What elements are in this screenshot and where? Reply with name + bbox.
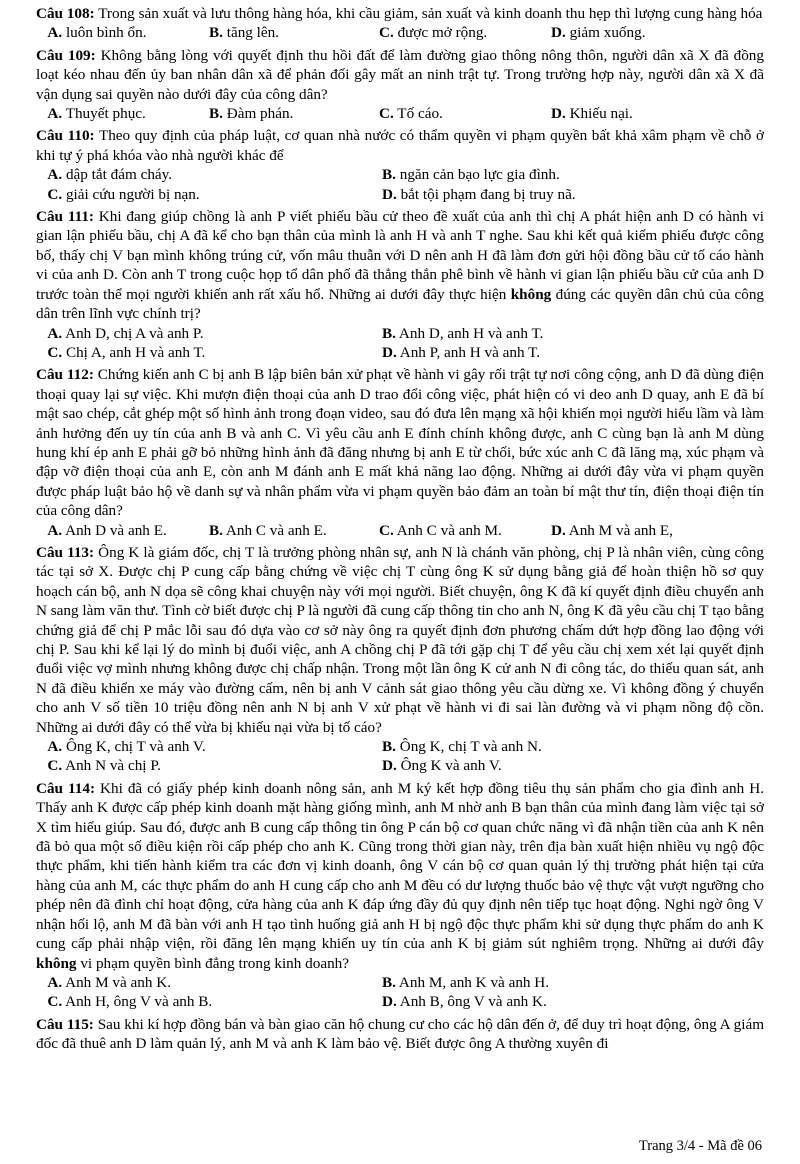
option-d	[382, 992, 762, 1011]
option-c	[379, 521, 551, 540]
option-text: Anh B, ông V và anh K.	[399, 993, 547, 1011]
option-letter: C.	[379, 105, 394, 123]
option-text: giảm xuống.	[569, 24, 646, 42]
option-text: Khiếu nại.	[569, 105, 633, 123]
option-a	[36, 104, 209, 123]
option-letter: B.	[382, 973, 396, 991]
option-c	[379, 104, 551, 123]
question-stem	[36, 46, 764, 104]
option-letter: A.	[47, 166, 63, 184]
question-111	[36, 207, 764, 362]
option-letter: D.	[382, 343, 397, 361]
question-text: Trong sản xuất và lưu thông hàng hóa, khi cầu giảm, sản xuất và kinh doanh thu hẹp thì lượng cung hàng hóa	[98, 5, 763, 22]
option-text: Đàm phán.	[226, 105, 294, 123]
option-text: Anh M và anh E,	[568, 521, 673, 539]
option-text: Ông K, chị T và anh N.	[399, 738, 542, 756]
question-label: Câu 111:	[36, 208, 94, 226]
option-c	[379, 23, 551, 42]
question-110	[36, 126, 764, 204]
question-emphasis: không	[36, 954, 77, 972]
question-text: Chứng kiến anh C bị anh B lập biên bản xử phạt về hành vi gây rối trật tự nơi công cộng, anh D đã dùng điện thoại quay lại sự việc. Khi mượn điện thoại của anh D trao đổi công việc, phát hiện có vi deo anh D quay, anh E đã bí mật sao chép, cắt ghép một số hình ảnh trong đoạn video, sau đó đưa lên mạng xã hội khiến mọi người hiểu lầm và làm ảnh hưởng đến uy tín của anh B và anh C. Vì yêu cầu anh E đính chính không được, anh C cùng bạn là anh M dùng hung khí ép anh E phải gỡ bỏ những hình ảnh đã đăng nhưng bị anh E từ chối, bức xúc anh C đã lăng mạ, xúc phạm và đập vỡ điện thoại của anh E, còn anh M đánh anh E mất khả năng lao động. Những ai dưới đây vừa vi phạm quyền được pháp luật bảo hộ về danh sự và nhân phẩm vừa vi phạm quyền bảo đảm an toàn bí mật thư tín, điện thoại điện tín của công dân?	[36, 366, 764, 520]
option-letter: C.	[379, 24, 394, 42]
answer-options	[36, 521, 764, 540]
option-letter: A.	[47, 521, 63, 539]
option-b	[209, 521, 379, 540]
option-b	[209, 23, 379, 42]
option-c	[36, 992, 382, 1011]
option-letter: D.	[382, 993, 397, 1011]
option-b	[382, 973, 762, 992]
option-text: Anh D, anh H và anh T.	[398, 324, 544, 342]
answer-options	[36, 737, 764, 776]
option-d	[382, 343, 762, 362]
option-letter: C.	[47, 185, 63, 203]
option-b	[382, 737, 762, 756]
answer-options	[36, 973, 764, 1012]
option-letter: B.	[382, 738, 396, 756]
question-stem	[36, 207, 764, 323]
question-113	[36, 543, 764, 776]
option-b	[382, 324, 762, 343]
option-a	[36, 973, 382, 992]
option-text: Anh M, anh K và anh H.	[398, 973, 550, 991]
option-a	[36, 324, 382, 343]
option-c	[36, 185, 382, 204]
option-d	[382, 185, 762, 204]
option-text: Anh C và anh M.	[396, 521, 502, 539]
option-letter: A.	[47, 324, 63, 342]
option-letter: C.	[47, 993, 63, 1011]
option-letter: B.	[382, 166, 396, 184]
option-text: Ông K và anh V.	[400, 757, 502, 775]
option-text: tăng lên.	[226, 24, 280, 42]
option-text: được mở rộng.	[397, 24, 488, 42]
answer-options	[36, 324, 764, 363]
option-text: Anh C và anh E.	[225, 521, 327, 539]
question-label: Câu 109:	[36, 46, 96, 64]
option-text: Tố cáo.	[397, 105, 443, 123]
answer-options	[36, 104, 764, 123]
option-text: Anh D, chị A và anh P.	[65, 324, 204, 342]
option-letter: A.	[47, 105, 63, 123]
question-label: Câu 112:	[36, 366, 94, 384]
option-letter: D.	[551, 24, 566, 42]
option-text: ngăn cản bạo lực gia đình.	[399, 166, 560, 184]
option-d	[382, 756, 762, 775]
option-text: Anh M và anh K.	[65, 973, 171, 991]
question-text: Ông K là giám đốc, chị T là trưởng phòng nhân sự, anh N là chánh văn phòng, chị P là nhân viên, cùng công tác tại sở X. Được chị P cung cấp bằng chứng về việc chị T cùng ông K sử dụng bằng giả để hoàn thiện hồ sơ quy hoạch cán bộ, anh N dọa sẽ công khai chuyện này với mọi người. Biết chuyện, ông K đã kí quyết định điều chuyển anh N sang làm văn thư. Tình cờ biết được chị P là người đã cung cấp thông tin cho anh N, ông K đã yêu cầu chị T tạo bằng chứng giả để chị P mắc lỗi sau đó dựa vào cơ sở này ông ra quyết định đơn phương chấm dứt hợp đồng lao động với chị P. Sau khi kể lại lý do mình bị đuổi việc, anh A chồng chị P đã tới gặp chị T để yêu cầu chị xem xét lại quyết định đuổi việc vợ mình nhưng không được chị chấp nhận. Trong một lần ông K cử anh N đi công tác, do thiếu quan sát, anh N đã điều khiển xe máy vào đường cấm, nên bị anh V cảnh sát giao thông yêu cầu dừng xe. Vì không đồng ý chuyển cho anh V số tiền 10 triệu đồng nên anh N bị anh V xử phạt về hành vi đi sai làn đường và vi phạm nồng độ cồn. Những ai dưới đây có thể vừa bị khiếu nại vừa bị tố cáo?	[36, 543, 764, 736]
question-text: Khi đang giúp chồng là anh P viết phiếu bầu cử theo đề xuất của anh thì chị A phát hiện anh D có hành vi gian lận phiếu bầu, chị A đã kể cho bạn thân của mình là anh H và anh T nghe. Sau khi kết quả kiểm phiếu được công bố, thấy chị V bạn mình không trúng cử, vốn mâu thuẫn với D nên anh H đã làm đơn gửi hội đồng bầu cử tố cáo hành vi của anh D. Còn anh T trong cuộc họp tổ dân phố đã thẳng thắn phê bình về hành vi gian lận phiếu bầu cử của anh D trước toàn thể mọi người khiến anh rất xấu hổ. Những ai dưới đây thực hiện	[36, 208, 765, 303]
question-text: Khi đã có giấy phép kinh doanh nông sản, anh M ký kết hợp đồng tiêu thụ sản phẩm cho gia đình anh H. Thấy anh K được cấp phép kinh doanh mặt hàng giống mình, anh M nhờ anh B bạn thân của mình đang làm việc tại sở X tìm hiểu giúp. Sau đó, được anh B cung cấp thông tin ông P cán bộ cơ quan chức năng vì đã nhận tiền của anh K nên đã bỏ qua một số điều kiện rồi cấp phép cho anh K. Cũng trong thời gian này, trên địa bàn xuất hiện nhiều vụ ngộ độc thực phẩm, khi tiến hành kiểm tra các đơn vị kinh doanh, ông V cán bộ cơ quan quản lý thị trường phát hiện tại cửa hàng của anh M, các thực phẩm do anh H cung cấp cho anh M đều có dư lượng thuốc bảo vệ thực vật vượt ngưỡng cho phép nên đã đình chỉ hoạt động, cửa hàng của anh K đáp ứng đầy đủ quy định nên tiếp tục hoạt động. Nghi ngờ ông V nhận hối lộ, anh M đã bàn với anh H tạo tình huống giả anh H bị ngộ độc thực phẩm khi sử dụng thực phẩm do anh K cung cấp phải nhập viện, rồi đăng lên mạng khiến uy tín của anh K bị giảm sút nghiêm trọng. Những ai dưới đây	[36, 779, 765, 953]
option-text: Ông K, chị T và anh V.	[65, 738, 206, 756]
question-stem	[36, 1015, 764, 1054]
question-text: Sau khi kí hợp đồng bán và bàn giao căn hộ chung cư cho các hộ dân đến ở, để duy trì hoạt động, ông A giám đốc đã thuê anh D làm quản lý, anh M và anh K làm bảo vệ. Biết được ông A thường xuyên đi	[36, 1015, 765, 1053]
question-text: Theo quy định của pháp luật, cơ quan nhà nước có thẩm quyền vi phạm quyền bất khả xâm phạm về chỗ ở khi tự ý phá khóa vào nhà người khác để	[36, 127, 765, 164]
question-label: Câu 110:	[36, 127, 95, 145]
option-c	[36, 343, 382, 362]
option-text: bắt tội phạm đang bị truy nã.	[400, 185, 576, 203]
question-114	[36, 779, 764, 1012]
option-d	[551, 23, 761, 42]
option-text: giải cứu người bị nạn.	[65, 185, 200, 203]
question-stem	[36, 4, 764, 23]
option-text: Anh P, anh H và anh T.	[399, 343, 541, 361]
question-label: Câu 108:	[36, 5, 95, 22]
option-text: dập tắt đám cháy.	[65, 166, 173, 184]
option-letter: A.	[47, 738, 63, 756]
option-b	[209, 104, 379, 123]
answer-options	[36, 23, 764, 42]
question-stem	[36, 365, 764, 520]
question-112	[36, 365, 764, 540]
option-letter: A.	[47, 24, 63, 42]
option-letter: D.	[382, 185, 397, 203]
question-text: Không bằng lòng với quyết định thu hồi đất để làm đường giao thông nông thôn, người dân xã X đã đồng loạt kéo nhau đến ủy ban nhân dân xã để phản đối gây mất an ninh trật tự. Trong trường hợp này, người dân xã X đã vận dụng sai quyền nào dưới đây của công dân?	[36, 46, 764, 103]
option-letter: D.	[382, 757, 397, 775]
option-a	[36, 737, 382, 756]
question-text-end: vi phạm quyền bình đẳng trong kinh doanh?	[80, 954, 350, 972]
option-letter: B.	[382, 324, 396, 342]
option-text: Anh H, ông V và anh B.	[65, 993, 213, 1011]
option-text: Chị A, anh H và anh T.	[65, 343, 206, 361]
option-b	[382, 165, 762, 184]
answer-options	[36, 165, 764, 204]
question-115	[36, 1015, 764, 1054]
option-text: Anh N và chị P.	[65, 757, 161, 775]
question-label: Câu 113:	[36, 543, 95, 561]
option-text: luôn bình ổn.	[65, 24, 147, 42]
option-letter: B.	[209, 24, 223, 42]
question-emphasis: không	[510, 285, 552, 303]
question-108	[36, 4, 764, 43]
question-label: Câu 114:	[36, 779, 96, 797]
option-a	[36, 165, 382, 184]
question-stem	[36, 779, 764, 973]
question-label: Câu 115:	[36, 1015, 94, 1033]
option-a	[36, 521, 209, 540]
option-text: Anh D và anh E.	[65, 521, 167, 539]
option-c	[36, 756, 382, 775]
page-footer: Trang 3/4 - Mã đề 06	[638, 1137, 762, 1154]
question-stem	[36, 543, 764, 737]
question-text-end: đúng các quyền dân chủ của công dân trên lĩnh vực chính trị?	[36, 285, 765, 323]
option-letter: D.	[551, 521, 566, 539]
option-letter: B.	[209, 105, 223, 123]
option-letter: C.	[47, 757, 63, 775]
option-letter: B.	[209, 521, 223, 539]
option-letter: C.	[47, 343, 63, 361]
option-d	[551, 104, 761, 123]
option-letter: C.	[379, 521, 394, 539]
option-letter: A.	[47, 973, 63, 991]
option-a	[36, 23, 209, 42]
question-stem	[36, 126, 764, 165]
option-d	[551, 521, 761, 540]
option-text: Thuyết phục.	[65, 105, 146, 123]
option-letter: D.	[551, 105, 566, 123]
question-109	[36, 46, 764, 124]
